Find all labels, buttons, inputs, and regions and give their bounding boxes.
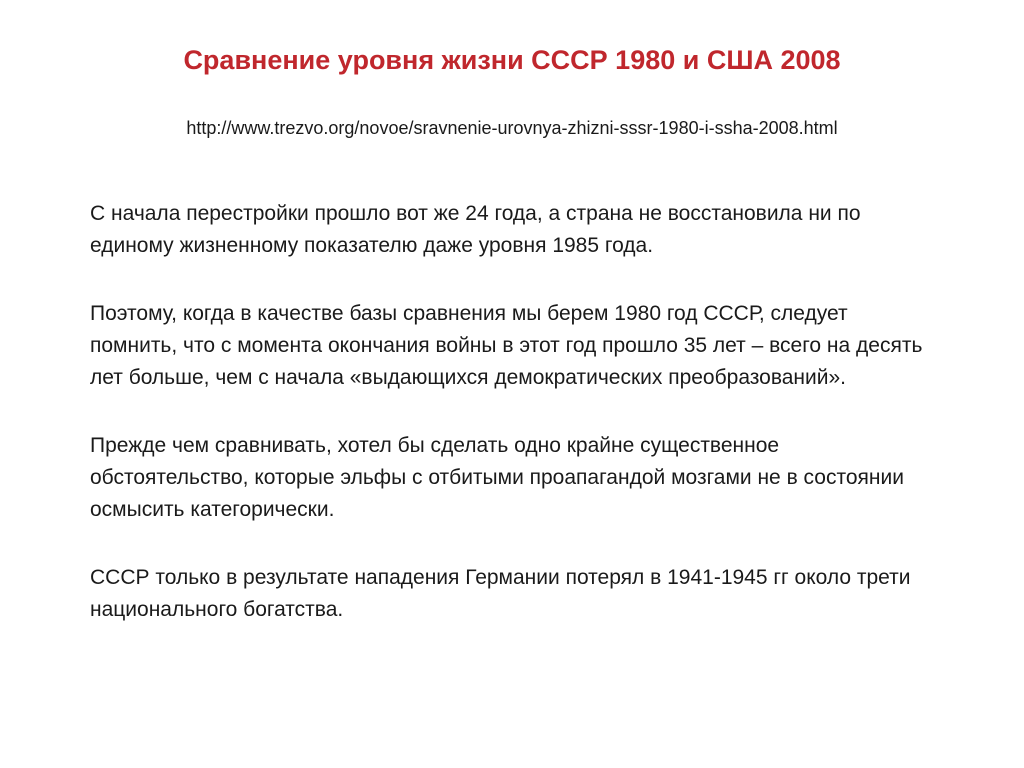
paragraph-2: Поэтому, когда в качестве базы сравнения мы берем 1980 год СССР, следует помнить, что с момента окончания войны в этот год прошло 35 лет – всего на десять лет больше, чем с начала «выдающихся демократических преобразований».: [90, 302, 923, 389]
paragraph-4: СССР только в результате нападения Германии потерял в 1941-1945 гг около трети национального богатства.: [90, 566, 911, 621]
slide-body: [90, 198, 940, 662]
source-url: http://www.trezvo.org/novoe/sravnenie-urovnya-zhizni-sssr-1980-i-ssha-2008.html: [186, 118, 838, 138]
paragraph-3: Прежде чем сравнивать, хотел бы сделать одно крайне существенное обстоятельство, которые эльфы с отбитыми проапагандой мозгами не в состоянии осмысить категорически.: [90, 434, 904, 521]
slide-title: Сравнение уровня жизни СССР 1980 и США 2008: [183, 45, 841, 75]
paragraph-1: С начала перестройки прошло вот же 24 года, а страна не восстановила ни по единому жизненному показателю даже уровня 1985 года.: [90, 202, 861, 257]
